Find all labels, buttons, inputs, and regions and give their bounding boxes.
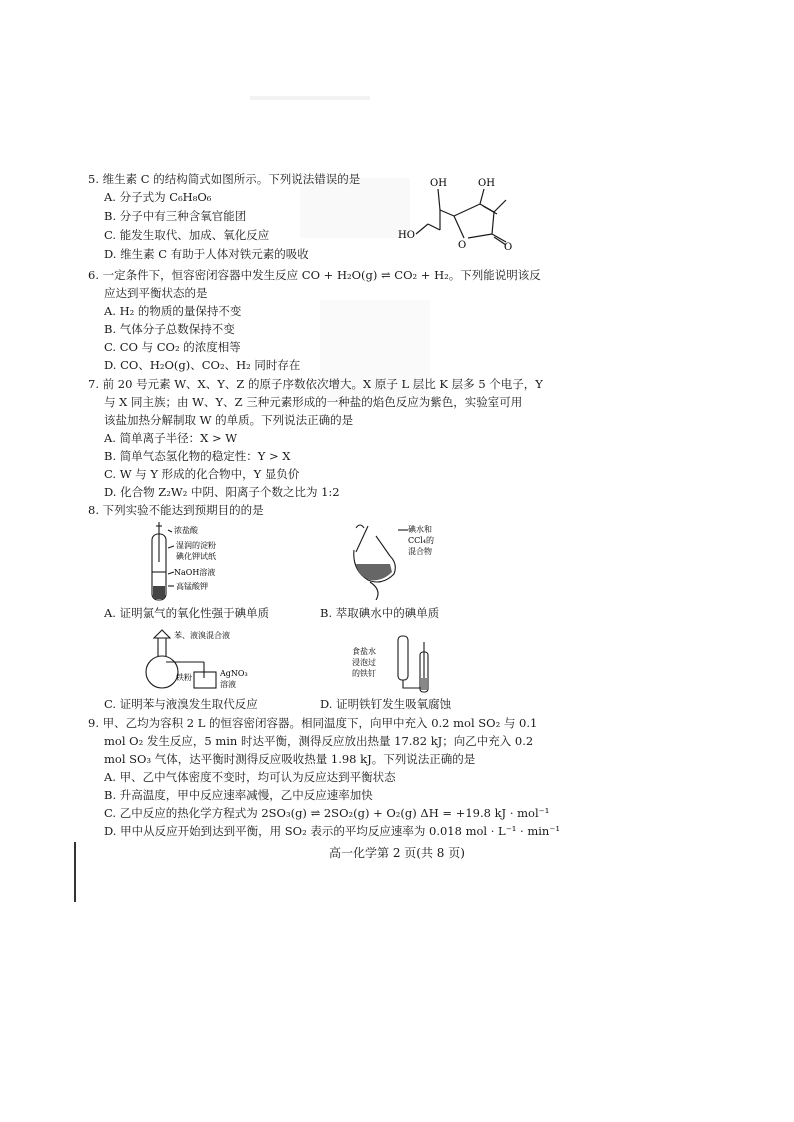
q7-stem-line3: 该盐加热分解制取 W 的单质。下列说法正确的是	[104, 413, 354, 427]
q7-stem-line1: 7. 前 20 号元素 W、X、Y、Z 的原子序数依次增大。X 原子 L 层比 K 层多 5 个电子，Y	[88, 377, 543, 391]
q8-option-d: D. 证明铁钉发生吸氧腐蚀	[320, 697, 452, 711]
apparatus-c-diagram	[140, 628, 260, 692]
label-ccl4: CCl₄的	[408, 536, 435, 545]
q5-option-c: C. 能发生取代、加成、氧化反应	[104, 228, 270, 242]
q5-option-a: A. 分子式为 C₆H₈O₆	[104, 190, 212, 204]
q8-stem: 8. 下列实验不能达到预期目的的是	[88, 503, 264, 517]
q6-option-c: C. CO 与 CO₂ 的浓度相等	[104, 340, 241, 354]
q9-option-c: C. 乙中反应的热化学方程式为 2SO₃(g) ⇌ 2SO₂(g) + O₂(g) ΔH = +19.8 kJ · mol⁻¹	[104, 806, 550, 820]
label-wet-starch: 湿润的淀粉	[176, 541, 216, 550]
q6-option-a: A. H₂ 的物质的量保持不变	[104, 304, 242, 318]
q6-stem-line2: 应达到平衡状态的是	[104, 286, 208, 300]
q8-option-b: B. 萃取碘水中的碘单质	[320, 606, 440, 620]
q9-stem-line2: mol O₂ 发生反应，5 min 时达平衡，测得反应放出热量 17.82 kJ；向乙中充入 0.2	[104, 734, 534, 748]
oh-label-1: OH	[430, 178, 447, 189]
label-naoh: NaOH溶液	[174, 568, 216, 577]
q5-option-d: D. 维生素 C 有助于人体对铁元素的吸收	[104, 247, 309, 261]
q9-option-d: D. 甲中从反应开始到达到平衡，用 SO₂ 表示的平均反应速率为 0.018 mol · L⁻¹ · min⁻¹	[104, 824, 561, 838]
carbonyl-o-label: O	[504, 242, 513, 252]
q7-option-b: B. 简单气态氢化物的稳定性：Y > X	[104, 449, 291, 463]
q7-option-d: D. 化合物 Z₂W₂ 中阴、阳离子个数之比为 1:2	[104, 485, 340, 499]
q5-option-b: B. 分子中有三种含氧官能团	[104, 209, 247, 223]
q5-stem: 5. 维生素 C 的结构简式如图所示。下列说法错误的是	[88, 172, 361, 186]
apparatus-b-diagram	[346, 520, 456, 600]
q9-stem-line3: mol SO₃ 气体，达平衡时测得反应吸收热量 1.98 kJ。下列说法正确的是	[104, 752, 476, 766]
q9-option-a: A. 甲、乙中气体密度不变时，均可认为反应达到平衡状态	[104, 770, 396, 784]
q6-option-d: D. CO、H₂O(g)、CO₂、H₂ 同时存在	[104, 358, 301, 372]
q9-option-b: B. 升高温度，甲中反应速率减慢，乙中反应速率加快	[104, 788, 373, 802]
q7-option-c: C. W 与 Y 形成的化合物中，Y 显负价	[104, 467, 300, 481]
apparatus-d-diagram	[350, 632, 450, 696]
label-soaked: 浸泡过	[352, 658, 376, 667]
vitamin-c-structure	[394, 172, 544, 252]
label-iron-powder: 铁粉	[176, 673, 192, 682]
label-salt-water: 食盐水	[352, 647, 376, 656]
label-mixture: 混合物	[408, 547, 432, 556]
ho-label: HO	[398, 230, 415, 241]
label-iron-nail: 的铁钉	[352, 669, 376, 678]
binding-edge-line	[74, 842, 76, 902]
q7-stem-line2: 与 X 同主族；由 W、Y、Z 三种元素形成的一种盐的焰色反应为紫色，实验室可用	[104, 395, 523, 409]
q6-option-b: B. 气体分子总数保持不变	[104, 322, 235, 336]
q7-option-a: A. 简单离子半径：X > W	[104, 431, 238, 445]
label-agno3: AgNO₃	[220, 669, 248, 678]
q8-option-c: C. 证明苯与液溴发生取代反应	[104, 697, 258, 711]
apparatus-a-diagram	[140, 522, 250, 606]
page-footer: 高一化学第 2 页(共 8 页)	[329, 846, 465, 860]
q8-option-a: A. 证明氯气的氧化性强于碘单质	[104, 606, 270, 620]
label-benzene-bromine: 苯、液溴混合液	[174, 631, 230, 640]
q6-stem-line1: 6. 一定条件下，恒容密闭容器中发生反应 CO + H₂O(g) ⇌ CO₂ + H₂。下列能说明该反	[88, 268, 541, 282]
scan-artifact	[250, 96, 370, 100]
label-kmno4: 高锰酸钾	[176, 582, 208, 591]
q9-stem-line1: 9. 甲、乙均为容积 2 L 的恒容密闭容器。相同温度下，向甲中充入 0.2 mol SO₂ 与 0.1	[88, 716, 538, 730]
ring-o-label: O	[458, 240, 467, 251]
label-solution: 溶液	[220, 680, 236, 689]
label-conc-hcl: 浓盐酸	[174, 526, 198, 535]
label-ki-paper: 碘化钾试纸	[176, 552, 216, 561]
oh-label-2: OH	[478, 178, 495, 189]
label-iodine-water: 碘水和	[408, 525, 432, 534]
